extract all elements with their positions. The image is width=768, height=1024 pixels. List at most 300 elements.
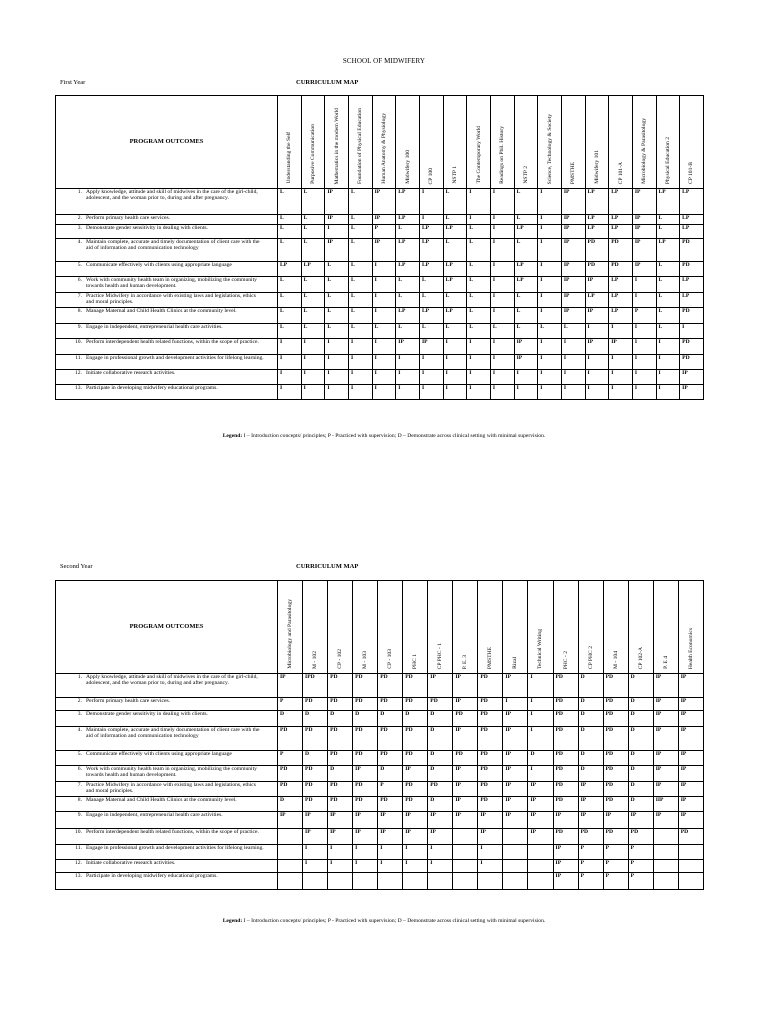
mapping-cell: I bbox=[419, 370, 443, 385]
mapping-cell: I bbox=[490, 225, 514, 239]
mapping-cell: I bbox=[514, 385, 538, 400]
mapping-cell: I bbox=[372, 262, 396, 277]
mapping-cell: I bbox=[609, 385, 633, 400]
outcome-cell bbox=[56, 674, 278, 698]
mapping-cell: L bbox=[396, 277, 420, 293]
mapping-cell: LP bbox=[585, 189, 609, 215]
mapping-cell: P bbox=[603, 860, 628, 873]
mapping-cell: I bbox=[538, 370, 562, 385]
mapping-cell: PD bbox=[303, 727, 328, 751]
mapping-cell bbox=[453, 873, 478, 890]
mapping-cell: PD bbox=[680, 308, 704, 324]
mapping-cell: L bbox=[348, 239, 372, 262]
course-header bbox=[578, 581, 603, 674]
outcome-number: 7. bbox=[77, 293, 82, 299]
mapping-cell: PD bbox=[678, 829, 703, 845]
school-title: SCHOOL OF MIDWIFERY bbox=[342, 57, 426, 65]
mapping-cell: I bbox=[490, 262, 514, 277]
mapping-cell: LP bbox=[609, 277, 633, 293]
outcome-cell bbox=[56, 339, 278, 355]
outcome-row bbox=[56, 782, 704, 797]
mapping-cell: IP bbox=[278, 674, 303, 698]
course-name: P. E. 3 bbox=[462, 654, 469, 669]
mapping-cell: IP bbox=[403, 766, 428, 782]
mapping-cell: LP bbox=[396, 215, 420, 225]
mapping-cell bbox=[528, 860, 553, 873]
mapping-cell: IP bbox=[503, 797, 528, 812]
course-name: M - 103 bbox=[362, 650, 369, 669]
outcome-number: 3. bbox=[77, 225, 82, 231]
mapping-cell: IP bbox=[503, 766, 528, 782]
mapping-cell: D bbox=[628, 711, 653, 727]
mapping-cell: IP bbox=[528, 797, 553, 812]
outcome-row bbox=[56, 674, 704, 698]
mapping-cell: PD bbox=[303, 766, 328, 782]
mapping-cell: PD bbox=[303, 698, 328, 711]
course-header bbox=[514, 96, 538, 189]
mapping-cell: I bbox=[325, 355, 349, 370]
mapping-cell: I bbox=[538, 339, 562, 355]
mapping-cell: L bbox=[278, 277, 302, 293]
mapping-cell: I bbox=[353, 860, 378, 873]
mapping-cell: L bbox=[396, 324, 420, 339]
mapping-cell: I bbox=[372, 385, 396, 400]
mapping-cell: PD bbox=[478, 727, 503, 751]
mapping-cell: LP bbox=[680, 189, 704, 215]
mapping-cell: IP bbox=[453, 797, 478, 812]
mapping-cell: L bbox=[656, 215, 680, 225]
outcome-number: 3. bbox=[77, 711, 82, 717]
mapping-cell: I bbox=[528, 698, 553, 711]
mapping-cell: IP bbox=[653, 766, 678, 782]
mapping-cell: I bbox=[490, 339, 514, 355]
outcome-text: Practice Midwifery in accordance with existing laws and legislations, ethics and moral principles. bbox=[86, 782, 256, 795]
outcome-text: Initiate collaborative research activities. bbox=[86, 860, 176, 866]
mapping-cell: L bbox=[396, 293, 420, 308]
mapping-cell: I bbox=[490, 308, 514, 324]
mapping-cell: PD bbox=[328, 674, 353, 698]
mapping-cell: L bbox=[372, 324, 396, 339]
mapping-cell: IP bbox=[503, 727, 528, 751]
mapping-cell: LP bbox=[609, 293, 633, 308]
outcome-number: 7. bbox=[77, 782, 82, 788]
mapping-cell: I bbox=[656, 339, 680, 355]
mapping-cell: L bbox=[490, 324, 514, 339]
course-header bbox=[656, 96, 680, 189]
mapping-cell: I bbox=[585, 324, 609, 339]
outcome-number: 13. bbox=[75, 385, 82, 391]
mapping-cell: D bbox=[628, 674, 653, 698]
mapping-cell bbox=[503, 873, 528, 890]
mapping-cell: IP bbox=[632, 239, 656, 262]
mapping-cell: L bbox=[278, 215, 302, 225]
mapping-cell: L bbox=[538, 324, 562, 339]
mapping-cell: L bbox=[348, 277, 372, 293]
mapping-cell: PD bbox=[453, 751, 478, 766]
mapping-cell: PD bbox=[553, 698, 578, 711]
mapping-cell: L bbox=[301, 239, 325, 262]
mapping-cell: I bbox=[478, 860, 503, 873]
outcome-cell bbox=[56, 829, 278, 845]
mapping-cell: L bbox=[348, 308, 372, 324]
mapping-cell: PD bbox=[353, 674, 378, 698]
outcome-text: Engage in professional growth and development activities for lifelong learning. bbox=[86, 845, 264, 851]
mapping-cell: IP bbox=[303, 812, 328, 829]
mapping-cell: P bbox=[603, 873, 628, 890]
mapping-cell: IP bbox=[561, 277, 585, 293]
mapping-cell: L bbox=[443, 215, 467, 225]
outcome-number: 10. bbox=[75, 339, 82, 345]
mapping-cell bbox=[503, 845, 528, 860]
mapping-cell: I bbox=[301, 355, 325, 370]
mapping-cell: IP bbox=[561, 293, 585, 308]
mapping-cell: D bbox=[353, 711, 378, 727]
mapping-cell: D bbox=[378, 711, 403, 727]
mapping-cell: L bbox=[301, 277, 325, 293]
course-header bbox=[348, 96, 372, 189]
mapping-cell: L bbox=[278, 189, 302, 215]
outcome-text: Engage in independent, entrepreneurial health care activities. bbox=[86, 324, 223, 330]
course-header bbox=[680, 96, 704, 189]
mapping-cell: I bbox=[403, 860, 428, 873]
outcome-cell bbox=[56, 385, 278, 400]
mapping-cell: IP bbox=[678, 782, 703, 797]
course-header bbox=[553, 581, 578, 674]
outcome-number: 1. bbox=[77, 189, 82, 195]
mapping-cell bbox=[278, 829, 303, 845]
outcome-row bbox=[56, 727, 704, 751]
mapping-cell: PD bbox=[603, 829, 628, 845]
mapping-cell bbox=[528, 873, 553, 890]
outcome-row bbox=[56, 812, 704, 829]
second-year-curriculum-table bbox=[55, 580, 704, 890]
outcome-text: Perform interdependent health related functions, within the scope of practice. bbox=[86, 829, 259, 835]
mapping-cell: LP bbox=[609, 215, 633, 225]
mapping-cell: IP bbox=[578, 797, 603, 812]
course-header bbox=[653, 581, 678, 674]
mapping-cell: I bbox=[419, 189, 443, 215]
mapping-cell: IP bbox=[578, 782, 603, 797]
mapping-cell: IP bbox=[453, 698, 478, 711]
mapping-cell: L bbox=[656, 324, 680, 339]
outcome-cell bbox=[56, 751, 278, 766]
mapping-cell: I bbox=[490, 293, 514, 308]
mapping-cell: PD bbox=[303, 782, 328, 797]
mapping-cell: I bbox=[403, 845, 428, 860]
mapping-cell: PD bbox=[478, 766, 503, 782]
mapping-cell: I bbox=[538, 215, 562, 225]
mapping-cell: I bbox=[632, 370, 656, 385]
mapping-cell bbox=[503, 860, 528, 873]
mapping-cell: IP bbox=[325, 239, 349, 262]
outcome-number: 12. bbox=[75, 860, 82, 866]
mapping-cell: IP bbox=[628, 812, 653, 829]
course-name: Human Anatomy & Physiology bbox=[380, 113, 387, 184]
mapping-cell: PD bbox=[453, 711, 478, 727]
mapping-cell: L bbox=[656, 308, 680, 324]
mapping-cell: IP bbox=[632, 262, 656, 277]
mapping-cell: PD bbox=[680, 339, 704, 355]
mapping-cell: PD bbox=[353, 782, 378, 797]
mapping-cell: IP bbox=[453, 674, 478, 698]
mapping-cell: L bbox=[467, 225, 491, 239]
mapping-cell: LP bbox=[443, 225, 467, 239]
outcome-text: Manage Maternal and Child Health Clinics at the community level. bbox=[86, 797, 237, 803]
mapping-cell: IP bbox=[478, 812, 503, 829]
mapping-cell: I bbox=[538, 293, 562, 308]
mapping-cell: IP bbox=[553, 845, 578, 860]
mapping-cell: IP bbox=[328, 829, 353, 845]
mapping-cell: D bbox=[578, 751, 603, 766]
mapping-cell: L bbox=[348, 324, 372, 339]
mapping-cell: L bbox=[419, 277, 443, 293]
course-name: PHC 1 bbox=[412, 653, 419, 669]
outcome-text: Engage in independent, entrepreneurial health care activities. bbox=[86, 812, 223, 818]
outcome-cell bbox=[56, 225, 278, 239]
mapping-cell: I bbox=[325, 370, 349, 385]
program-outcomes-header: PROGRAM OUTCOMES bbox=[56, 581, 278, 674]
mapping-cell: I bbox=[278, 339, 302, 355]
mapping-cell: PD bbox=[603, 674, 628, 698]
course-name: Microbiology & Parasitology bbox=[641, 118, 648, 184]
mapping-cell: I bbox=[372, 370, 396, 385]
outcome-cell bbox=[56, 324, 278, 339]
mapping-cell: I bbox=[378, 860, 403, 873]
mapping-cell: I bbox=[467, 370, 491, 385]
mapping-cell: I bbox=[353, 845, 378, 860]
mapping-cell: I bbox=[396, 370, 420, 385]
mapping-cell: I bbox=[467, 339, 491, 355]
mapping-cell: L bbox=[419, 293, 443, 308]
mapping-cell: I bbox=[396, 355, 420, 370]
outcome-cell bbox=[56, 766, 278, 782]
mapping-cell: IP bbox=[578, 812, 603, 829]
mapping-cell: LP bbox=[514, 225, 538, 239]
outcome-row bbox=[56, 215, 704, 225]
mapping-cell: D bbox=[303, 751, 328, 766]
mapping-cell: LP bbox=[396, 308, 420, 324]
mapping-cell: L bbox=[656, 262, 680, 277]
outcome-text: Communicate effectively with clients using appropriate language bbox=[86, 262, 232, 268]
mapping-cell: LP bbox=[443, 308, 467, 324]
mapping-cell: L bbox=[514, 189, 538, 215]
mapping-cell bbox=[303, 873, 328, 890]
mapping-cell: IP bbox=[632, 189, 656, 215]
mapping-cell: L bbox=[348, 293, 372, 308]
mapping-cell: D bbox=[328, 766, 353, 782]
course-header bbox=[603, 581, 628, 674]
mapping-cell: PD bbox=[553, 674, 578, 698]
course-header bbox=[303, 581, 328, 674]
outcome-row bbox=[56, 308, 704, 324]
mapping-cell bbox=[453, 860, 478, 873]
course-name: The Contemporary World bbox=[475, 126, 482, 184]
mapping-cell: PD bbox=[478, 751, 503, 766]
mapping-cell: P bbox=[578, 845, 603, 860]
mapping-cell: I bbox=[585, 370, 609, 385]
mapping-cell: IP bbox=[478, 829, 503, 845]
outcome-cell bbox=[56, 711, 278, 727]
mapping-cell: IP bbox=[678, 812, 703, 829]
mapping-cell bbox=[428, 873, 453, 890]
mapping-cell: PD bbox=[680, 239, 704, 262]
course-name: CP - 103 bbox=[387, 649, 394, 669]
mapping-cell: L bbox=[443, 239, 467, 262]
mapping-cell: L bbox=[514, 324, 538, 339]
mapping-cell: L bbox=[348, 189, 372, 215]
mapping-cell: PD bbox=[603, 727, 628, 751]
mapping-cell: LP bbox=[396, 239, 420, 262]
outcome-cell bbox=[56, 797, 278, 812]
mapping-cell: L bbox=[348, 225, 372, 239]
outcome-number: 5. bbox=[77, 751, 82, 757]
mapping-cell: LP bbox=[680, 293, 704, 308]
mapping-cell: L bbox=[278, 239, 302, 262]
mapping-cell: I bbox=[278, 355, 302, 370]
outcome-text: Apply knowledge, attitude and skill of midwives in the care of the girl-child, adolescent, and the woman prior to, during and after pregnancy. bbox=[86, 189, 258, 202]
mapping-cell: I bbox=[632, 277, 656, 293]
course-name: Understanding the Self bbox=[286, 132, 293, 184]
mapping-cell: P bbox=[278, 698, 303, 711]
mapping-cell: PD bbox=[603, 711, 628, 727]
mapping-cell: LP bbox=[656, 239, 680, 262]
outcome-number: 12. bbox=[75, 370, 82, 376]
mapping-cell: I bbox=[372, 277, 396, 293]
outcome-number: 8. bbox=[77, 797, 82, 803]
course-header bbox=[628, 581, 653, 674]
mapping-cell: D bbox=[628, 797, 653, 812]
mapping-cell: I bbox=[372, 293, 396, 308]
outcome-row bbox=[56, 262, 704, 277]
mapping-cell: LP bbox=[680, 225, 704, 239]
mapping-cell: LP bbox=[680, 277, 704, 293]
course-header bbox=[428, 581, 453, 674]
mapping-cell: IP bbox=[528, 829, 553, 845]
mapping-cell: PD bbox=[403, 674, 428, 698]
mapping-cell: D bbox=[428, 727, 453, 751]
mapping-cell: PD bbox=[428, 698, 453, 711]
mapping-cell: PD bbox=[353, 797, 378, 812]
mapping-cell: L bbox=[325, 293, 349, 308]
mapping-cell: IP bbox=[632, 215, 656, 225]
course-header bbox=[278, 581, 303, 674]
mapping-cell: D bbox=[628, 766, 653, 782]
outcome-number: 4. bbox=[77, 727, 82, 733]
outcome-cell bbox=[56, 262, 278, 277]
course-header bbox=[453, 581, 478, 674]
mapping-cell: I bbox=[325, 385, 349, 400]
mapping-cell: I bbox=[478, 845, 503, 860]
mapping-cell: PD bbox=[553, 751, 578, 766]
mapping-cell: L bbox=[301, 189, 325, 215]
course-name: P. E 4 bbox=[662, 656, 669, 669]
mapping-cell: D bbox=[578, 674, 603, 698]
outcome-cell bbox=[56, 727, 278, 751]
mapping-cell: I bbox=[561, 385, 585, 400]
mapping-cell: PD bbox=[328, 698, 353, 711]
outcome-row bbox=[56, 239, 704, 262]
mapping-cell: P bbox=[628, 860, 653, 873]
outcome-number: 5. bbox=[77, 262, 82, 268]
outcome-row bbox=[56, 829, 704, 845]
mapping-cell: I bbox=[632, 324, 656, 339]
mapping-cell: I bbox=[656, 370, 680, 385]
first-year-legend bbox=[0, 433, 768, 439]
mapping-cell: I bbox=[328, 860, 353, 873]
outcome-cell bbox=[56, 277, 278, 293]
mapping-cell: IP bbox=[585, 277, 609, 293]
mapping-cell: I bbox=[372, 355, 396, 370]
mapping-cell: IP bbox=[453, 812, 478, 829]
mapping-cell: PD bbox=[680, 262, 704, 277]
mapping-cell: LP bbox=[278, 262, 302, 277]
mapping-cell: PD bbox=[328, 782, 353, 797]
mapping-cell: IP bbox=[372, 215, 396, 225]
mapping-cell: D bbox=[628, 751, 653, 766]
mapping-cell: D bbox=[328, 711, 353, 727]
mapping-cell: LP bbox=[419, 308, 443, 324]
mapping-cell: I bbox=[538, 225, 562, 239]
mapping-cell: I bbox=[561, 339, 585, 355]
course-name: M - 104 bbox=[612, 650, 619, 669]
course-name: Midwifery 100 bbox=[404, 150, 411, 184]
outcome-cell bbox=[56, 189, 278, 215]
mapping-cell: I bbox=[538, 355, 562, 370]
course-header bbox=[325, 96, 349, 189]
outcome-cell bbox=[56, 370, 278, 385]
outcome-row bbox=[56, 385, 704, 400]
mapping-cell: IP bbox=[585, 308, 609, 324]
outcome-cell bbox=[56, 860, 278, 873]
mapping-cell: LP bbox=[609, 189, 633, 215]
mapping-cell: PD bbox=[680, 355, 704, 370]
course-name: NSTP 2 bbox=[522, 166, 529, 184]
outcome-row bbox=[56, 277, 704, 293]
mapping-cell: L bbox=[514, 293, 538, 308]
course-name: Foundation of Physical Education bbox=[357, 108, 364, 184]
mapping-cell: P bbox=[378, 782, 403, 797]
course-name: Readings on Phil. History bbox=[499, 126, 506, 184]
legend-text: I – Introduction concepts/ principles; P - Practiced with supervision; D – Demonstrate across clinical setting with minimal supervision. bbox=[242, 918, 546, 924]
mapping-cell: IP bbox=[325, 215, 349, 225]
mapping-cell: PD bbox=[603, 751, 628, 766]
mapping-cell: LP bbox=[585, 225, 609, 239]
outcome-cell bbox=[56, 239, 278, 262]
mapping-cell: I bbox=[467, 189, 491, 215]
first-year-label: First Year bbox=[60, 79, 86, 86]
mapping-cell: P bbox=[603, 845, 628, 860]
second-year-legend bbox=[0, 918, 768, 924]
mapping-cell: IP bbox=[503, 751, 528, 766]
mapping-cell: IP bbox=[514, 355, 538, 370]
program-outcomes-header: PROGRAM OUTCOMES bbox=[56, 96, 278, 189]
mapping-cell: I bbox=[528, 766, 553, 782]
outcome-text: Perform primary health care services. bbox=[86, 698, 171, 704]
mapping-cell: LP bbox=[301, 262, 325, 277]
mapping-cell bbox=[278, 873, 303, 890]
mapping-cell: PD bbox=[353, 727, 378, 751]
mapping-cell: IP bbox=[419, 339, 443, 355]
course-name: Microbiology and Parasitology bbox=[287, 599, 294, 669]
outcome-number: 9. bbox=[77, 324, 82, 330]
mapping-cell: PD bbox=[378, 797, 403, 812]
mapping-cell: L bbox=[514, 239, 538, 262]
mapping-cell: PD bbox=[553, 829, 578, 845]
mapping-cell: LP bbox=[419, 262, 443, 277]
mapping-cell: IP bbox=[561, 189, 585, 215]
outcome-text: Work with community health team in organizing, mobilizing the community towards health and human development. bbox=[86, 277, 257, 290]
course-name: NSTP 1 bbox=[451, 166, 458, 184]
